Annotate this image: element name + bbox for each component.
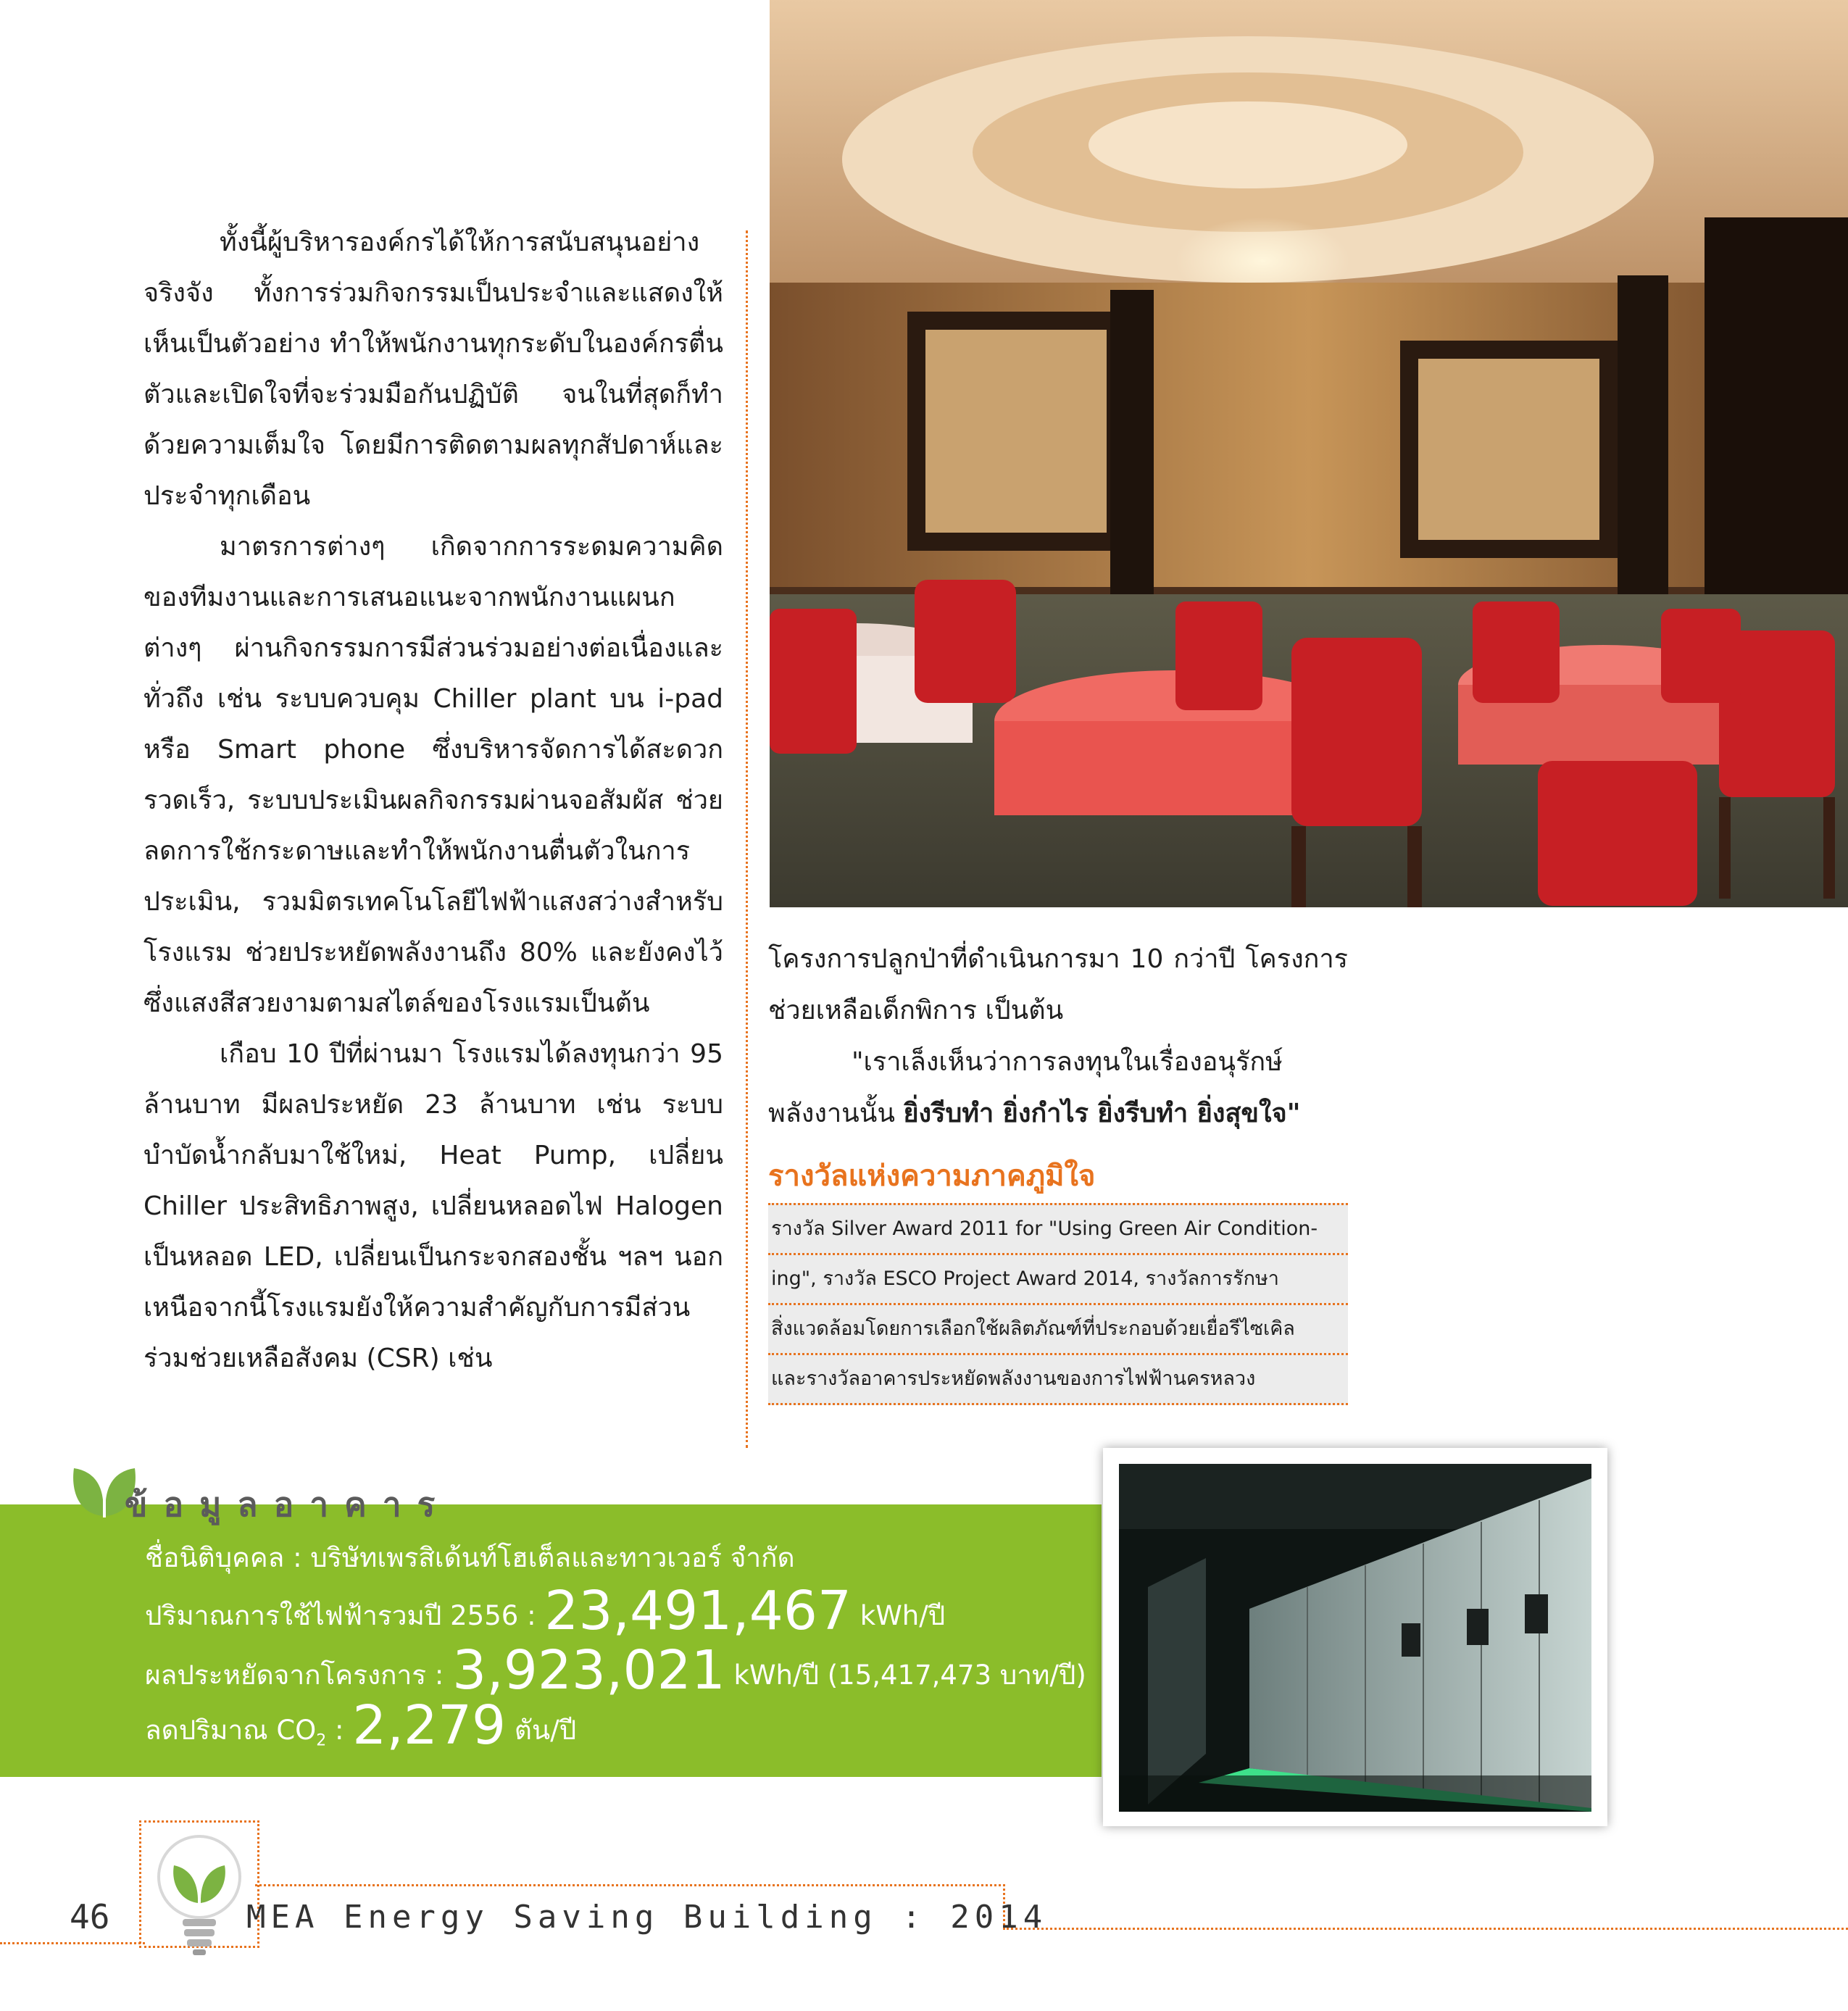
usage-value: 23,491,467 (544, 1580, 852, 1642)
paragraph-management-support: ทั้งนี้ผู้บริหารองค์กรได้ให้การสนับสนุนอย่างจริงจัง ทั้งการร่วมกิจกรรมเป็นประจำและแสดงให้เห็นเป็นตัวอย่าง ทำให้พนักงานทุกระดับในองค์กรตื่นตัวและเปิดใจที่จะร่วมมือกันปฏิบัติ จนในที่สุดก็ทำด้วยความเต็มใจ โดยมีการติดตามผลทุกสัปดาห์และประจำทุกเดือน (143, 228, 723, 511)
left-article-column (143, 217, 723, 1384)
quote-text: "เราเล็งเห็นว่าการลงทุนในเรื่องอนุรักษ์พลังงานนั้น (768, 1047, 1283, 1128)
co2-reduction-row (145, 1694, 576, 1757)
usage-label: ปริมาณการใช้ไฟฟ้ารวมปี 2556 : (145, 1600, 545, 1631)
savings-value: 3,923,021 (452, 1639, 725, 1702)
savings-row (145, 1639, 1086, 1702)
entity-name-row: ชื่อนิติบุคคล : บริษัทเพรสิเด้นท์โฮเต็ลและทาวเวอร์ จำกัด (145, 1542, 795, 1573)
electrical-room-photo (1119, 1464, 1591, 1812)
co2-value: 2,279 (352, 1694, 507, 1757)
column-separator (746, 230, 748, 1448)
award-line: และรางวัลอาคารประหยัดพลังงานของการไฟฟ้านครหลวง (768, 1355, 1348, 1405)
footer-dotted-line-left (0, 1942, 145, 1944)
award-line: สิ่งแวดล้อมโดยการเลือกใช้ผลิตภัณฑ์ที่ประกอบด้วยเยื่อรีไซเคิล (768, 1305, 1348, 1355)
awards-heading: รางวัลแห่งความภาคภูมิใจ (768, 1159, 1096, 1193)
lightbulb-leaf-icon (154, 1833, 245, 1964)
co2-label: ลดปริมาณ CO (145, 1715, 317, 1746)
award-line: ing", รางวัล ESCO Project Award 2014, รางวัลการรักษา (768, 1255, 1348, 1305)
usage-unit: kWh/ปี (852, 1600, 946, 1631)
page-number: 46 (70, 1897, 110, 1936)
quote-emphasis: ยิ่งรีบทำ ยิ่งกำไร ยิ่งรีบทำ ยิ่งสุขใจ" (903, 1099, 1301, 1128)
paragraph-measures: มาตรการต่างๆ เกิดจากการระดมความคิดของทีมงานและการเสนอแนะจากพนักงานแผนกต่างๆ ผ่านกิจกรรมการมีส่วนร่วมอย่างต่อเนื่องและทั่วถึง เช่น ระบบควบคุม Chiller plant บน i-pad หรือ Smart phone ซึ่งบริหารจัดการได้สะดวกรวดเร็ว, ระบบประเมินผลกิจกรรมผ่านจอสัมผัส ช่วยลดการใช้กระดาษและทำให้พนักงานตื่นตัวในการประเมิน, รวมมิตรเทคโนโลยีไฟฟ้าแสงสว่างสำหรับโรงแรม ช่วยประหยัดพลังงานถึง 80% และยังคงไว้ซึ่งแสงสีสวยงามตามสไตล์ของโรงแรมเป็นต้น (143, 532, 723, 1018)
paragraph-csr: โครงการปลูกป่าที่ดำเนินการมา 10 กว่าปี โครงการช่วยเหลือเด็กพิการ เป็นต้น (768, 944, 1348, 1025)
footer-dotted-line-bottom (1003, 1928, 1848, 1930)
award-line: รางวัล Silver Award 2011 for "Using Green Air Condition- (768, 1203, 1348, 1255)
paragraph-investment: เกือบ 10 ปีที่ผ่านมา โรงแรมได้ลงทุนกว่า 95 ล้านบาท มีผลประหยัด 23 ล้านบาท เช่น ระบบบำบัดน้ำกลับมาใช้ใหม่, Heat Pump, เปลี่ยน Chiller ประสิทธิภาพสูง, เปลี่ยนหลอดไฟ Halogen เป็นหลอด LED, เปลี่ยนเป็นกระจกสองชั้น ฯลฯ นอกเหนือจากนี้โรงแรมยังให้ความสำคัญกับการมีส่วนร่วมช่วยเหลือสังคม (CSR) เช่น (143, 1039, 723, 1373)
co2-subscript: 2 (316, 1731, 327, 1750)
electricity-usage-row (145, 1580, 945, 1642)
awards-box (768, 1203, 1348, 1405)
publication-title: MEA Energy Saving Building : 2014 (246, 1899, 1048, 1936)
pull-quote (768, 1036, 1348, 1139)
co2-separator: : (326, 1715, 353, 1746)
co2-unit: ตัน/ปี (506, 1715, 577, 1746)
savings-label: ผลประหยัดจากโครงการ : (145, 1660, 453, 1691)
right-article-column (768, 933, 1348, 1139)
building-info-title: ข้อมูลอาคาร (125, 1485, 451, 1524)
restaurant-photo (770, 0, 1848, 907)
savings-unit: kWh/ปี (15,417,473 บาท/ปี) (725, 1660, 1086, 1691)
